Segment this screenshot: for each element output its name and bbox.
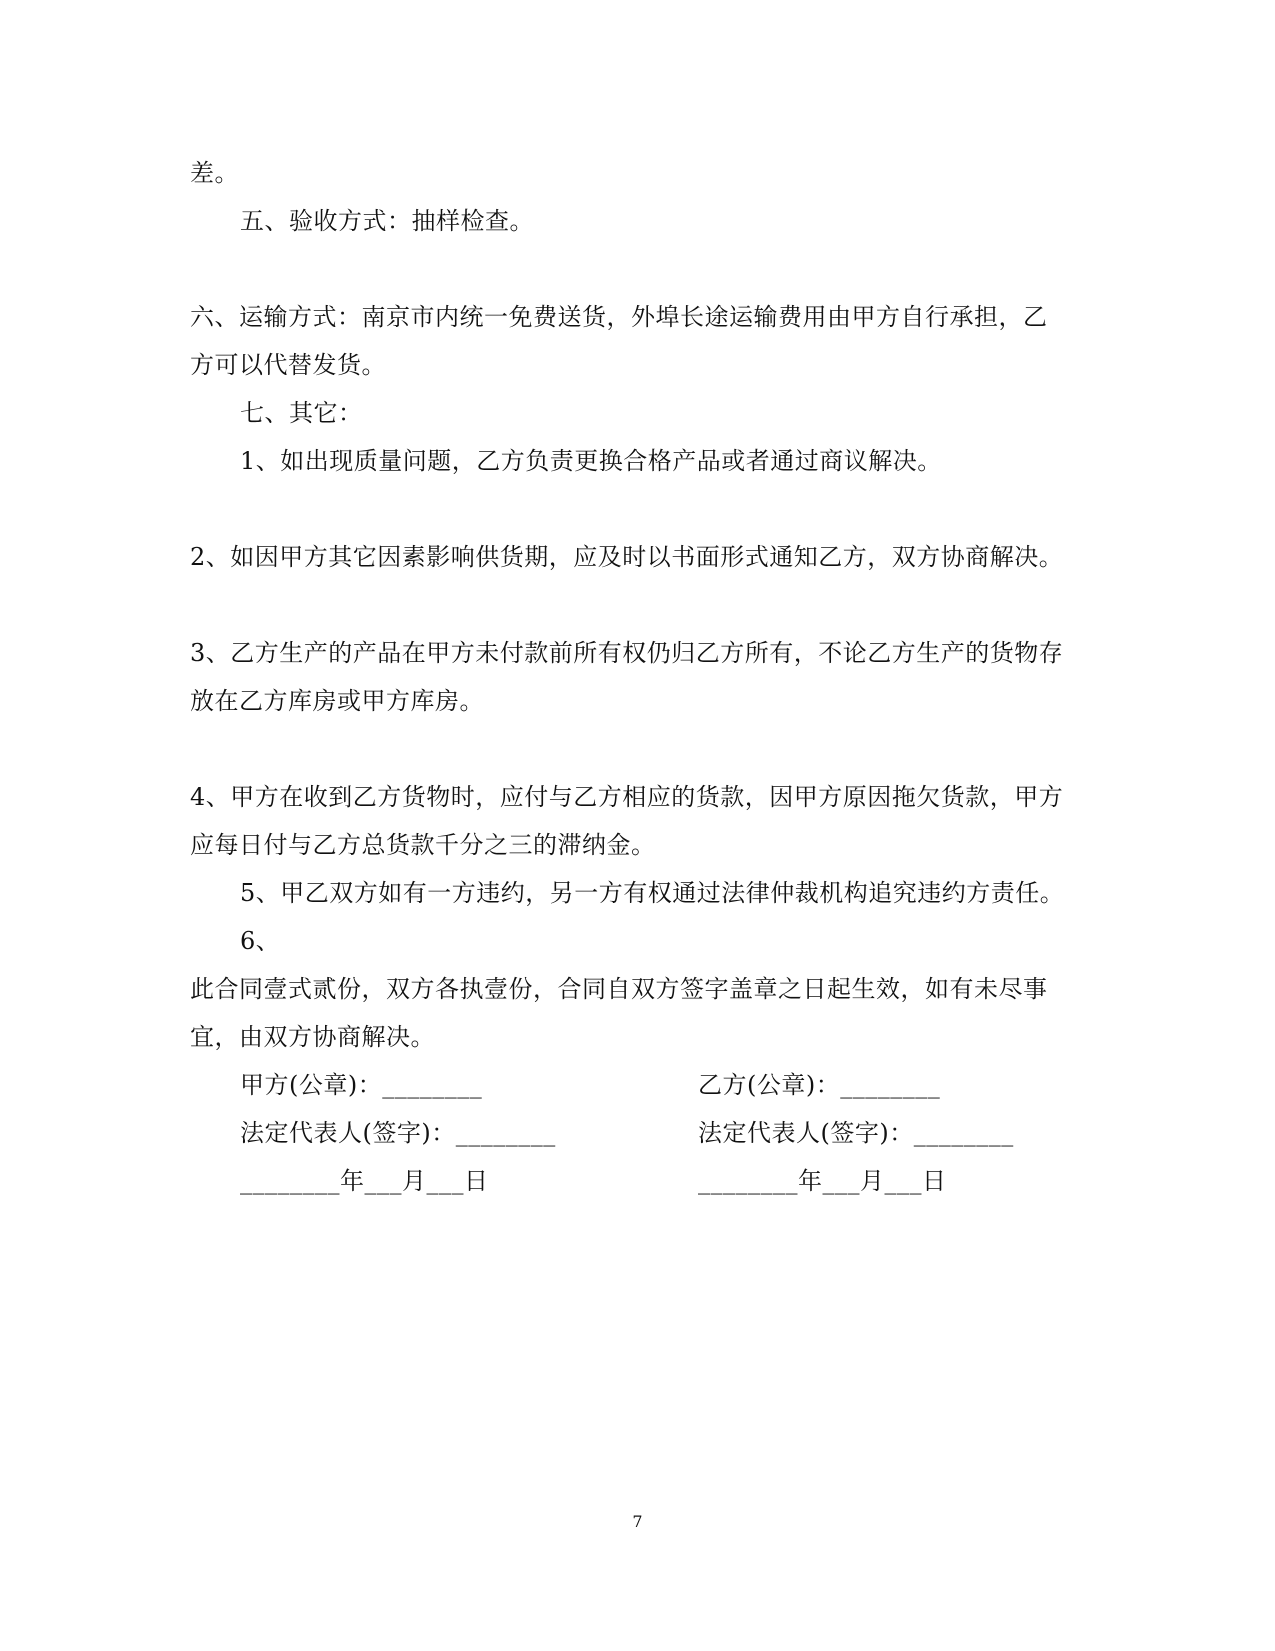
section-heading-transport: 六、运输方式：南京市内统一免费送货，外埠长途运输费用由甲方自行承担，乙 <box>190 303 1048 331</box>
paragraph-line: 宜，由双方协商解决。 <box>190 1023 435 1051</box>
party-a-seal-field: 甲方(公章)：________ <box>240 1071 483 1099</box>
paragraph-line: 方可以代替发货。 <box>190 351 386 379</box>
clause-6: 6、 <box>240 927 281 955</box>
clause-5: 5、甲乙双方如有一方违约，另一方有权通过法律仲裁机构追究违约方责任。 <box>240 879 1065 907</box>
paragraph-line: 此合同壹式贰份，双方各执壹份，合同自双方签字盖章之日起生效，如有未尽事 <box>190 975 1048 1003</box>
party-a-representative-field: 法定代表人(签字)：________ <box>240 1119 556 1147</box>
party-b-seal-field: 乙方(公章)：________ <box>698 1071 941 1099</box>
party-a-date-field: ________年___月___日 <box>240 1167 489 1195</box>
section-heading-inspection: 五、验收方式：抽样检查。 <box>240 207 534 235</box>
paragraph-line: 放在乙方库房或甲方库房。 <box>190 687 484 715</box>
party-b-date-field: ________年___月___日 <box>698 1167 947 1195</box>
clause-1: 1、如出现质量问题，乙方负责更换合格产品或者通过商议解决。 <box>240 447 942 475</box>
paragraph-line: 应每日付与乙方总货款千分之三的滞纳金。 <box>190 831 656 859</box>
paragraph-line: 差。 <box>190 159 239 187</box>
clause-2: 2、如因甲方其它因素影响供货期，应及时以书面形式通知乙方，双方协商解决。 <box>190 543 1064 571</box>
section-heading-other: 七、其它： <box>240 399 363 427</box>
clause-3: 3、乙方生产的产品在甲方未付款前所有权仍归乙方所有，不论乙方生产的货物存 <box>190 639 1064 667</box>
clause-4: 4、甲方在收到乙方货物时，应付与乙方相应的货款，因甲方原因拖欠货款，甲方 <box>190 783 1064 811</box>
page-number: 7 <box>632 1512 643 1531</box>
party-b-representative-field: 法定代表人(签字)：________ <box>698 1119 1014 1147</box>
